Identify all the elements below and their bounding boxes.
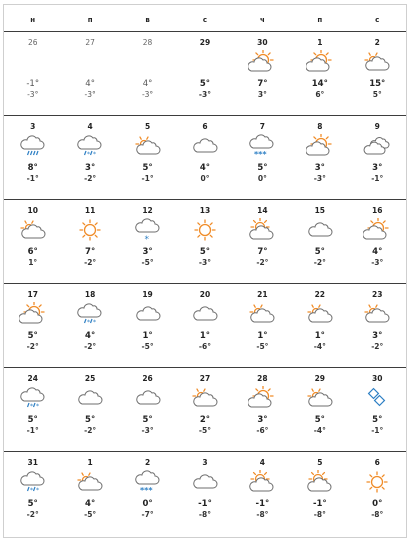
svg-text:*: *	[144, 235, 149, 242]
day-date: 28	[142, 38, 153, 47]
day-date: 23	[372, 290, 383, 299]
low-temperature: -3°	[198, 90, 212, 99]
day-cell[interactable]	[349, 452, 406, 536]
cloud-rain-snow-icon	[76, 134, 104, 158]
day-cell[interactable]	[234, 452, 291, 536]
day-date: 17	[27, 290, 38, 299]
day-date: 26	[142, 374, 153, 383]
high-temperature: 5°	[27, 499, 38, 509]
day-date: 6	[202, 122, 208, 131]
low-temperature: -3°	[371, 258, 384, 267]
weekday-label: п	[87, 16, 93, 24]
svg-text:*: *	[87, 319, 91, 326]
weekday-label: ч	[259, 16, 265, 24]
high-temperature: 4°	[372, 247, 383, 257]
day-cell[interactable]	[119, 284, 176, 368]
low-temperature: -4°	[313, 342, 326, 351]
low-temperature: -8°	[256, 510, 269, 519]
low-temperature: -2°	[371, 342, 384, 351]
day-cell[interactable]	[61, 200, 118, 284]
day-cell[interactable]	[119, 200, 176, 284]
high-temperature: -1°	[198, 499, 212, 509]
day-cell[interactable]	[4, 284, 61, 368]
day-cell[interactable]	[291, 452, 348, 536]
cloud-icon	[191, 302, 219, 326]
sun-cloud-big-icon	[306, 134, 334, 158]
day-date: 19	[142, 290, 153, 299]
low-temperature: -8°	[198, 510, 212, 519]
high-temperature: 2°	[199, 415, 211, 425]
day-date: 21	[257, 290, 268, 299]
low-temperature: -4°	[313, 426, 326, 435]
high-temperature: 3°	[372, 331, 383, 341]
svg-text:*: *	[93, 151, 97, 158]
svg-text:*: *	[29, 487, 33, 494]
day-cell[interactable]	[61, 284, 118, 368]
week-row	[4, 31, 406, 116]
week-row	[4, 115, 406, 200]
day-date: 30	[257, 38, 268, 47]
high-temperature: 5°	[142, 163, 153, 173]
day-cell[interactable]	[176, 452, 233, 536]
cloud-icon	[76, 386, 104, 410]
low-temperature: -5°	[141, 258, 154, 267]
low-temperature: -2°	[26, 342, 39, 351]
high-temperature: 15°	[369, 79, 386, 89]
low-temperature: -3°	[141, 90, 154, 99]
day-cell[interactable]	[4, 32, 61, 116]
partly-cloudy-icon	[306, 302, 334, 326]
high-temperature: 14°	[311, 79, 328, 89]
cloud-icon	[191, 134, 219, 158]
cloud-rain-icon	[19, 134, 47, 158]
day-date: 13	[199, 206, 211, 215]
day-cell[interactable]	[61, 116, 118, 200]
weekday-label: н	[30, 16, 36, 24]
day-cell[interactable]	[291, 200, 348, 284]
day-date: 6	[374, 458, 380, 467]
low-temperature: -5°	[256, 342, 269, 351]
low-temperature: -1°	[26, 426, 39, 435]
cloud-icon	[306, 218, 334, 242]
day-date: 2	[374, 38, 380, 47]
high-temperature: 7°	[257, 247, 268, 257]
low-temperature: -2°	[26, 510, 39, 519]
day-cell[interactable]	[4, 368, 61, 452]
day-cell[interactable]	[234, 116, 291, 200]
high-temperature: 4°	[142, 79, 153, 89]
low-temperature: -3°	[84, 90, 96, 99]
high-temperature: 3°	[85, 163, 96, 173]
day-cell[interactable]	[234, 200, 291, 284]
svg-text:***: ***	[139, 486, 153, 494]
day-cell[interactable]	[349, 200, 406, 284]
day-date: 5	[317, 458, 323, 467]
day-date: 4	[87, 122, 93, 131]
day-cell[interactable]	[234, 32, 291, 116]
day-cell[interactable]	[176, 32, 233, 116]
cloud-icon	[191, 470, 219, 494]
weekday-label: с	[202, 16, 208, 24]
svg-text:*: *	[35, 487, 39, 494]
high-temperature: -1°	[255, 499, 270, 509]
day-cell[interactable]	[176, 116, 233, 200]
high-temperature: 3°	[314, 163, 325, 173]
low-temperature: -2°	[84, 174, 97, 183]
week-row	[4, 283, 406, 368]
high-temperature: 4°	[85, 331, 96, 341]
low-temperature: -2°	[84, 426, 97, 435]
high-temperature: 5°	[85, 415, 96, 425]
low-temperature: -2°	[256, 258, 269, 267]
day-date: 15	[314, 206, 326, 215]
day-cell[interactable]	[291, 284, 348, 368]
weekday-label: с	[375, 16, 380, 24]
high-temperature: 5°	[199, 247, 211, 257]
weekday-label: п	[317, 16, 323, 24]
cloud-rain-snow-icon	[19, 386, 47, 410]
weekday-label: в	[145, 16, 150, 24]
day-date: 1	[87, 458, 93, 467]
low-temperature: -3°	[198, 258, 212, 267]
high-temperature: 1°	[257, 331, 268, 341]
high-temperature: 5°	[27, 331, 38, 341]
day-cell[interactable]	[349, 368, 406, 452]
high-temperature: 3°	[257, 415, 268, 425]
day-cell[interactable]	[176, 368, 233, 452]
high-temperature: 1°	[199, 331, 211, 341]
week-row	[4, 199, 406, 284]
low-temperature: 0°	[200, 174, 210, 183]
low-temperature: 3°	[257, 90, 267, 99]
partly-cloudy-icon	[248, 302, 276, 326]
high-temperature: 7°	[257, 79, 268, 89]
day-date: 29	[314, 374, 326, 383]
sun-icon	[191, 218, 219, 242]
low-temperature: 0°	[257, 174, 267, 183]
day-date: 20	[199, 290, 211, 299]
high-temperature: 5°	[314, 415, 325, 425]
weekday-header	[4, 5, 406, 31]
day-cell[interactable]	[291, 368, 348, 452]
day-date: 3	[202, 458, 208, 467]
high-temperature: 3°	[372, 163, 383, 173]
day-date: 9	[374, 122, 380, 131]
sun-cloud-big-icon	[248, 386, 276, 410]
low-temperature: -1°	[371, 174, 384, 183]
sun-icon	[76, 218, 104, 242]
day-date: 25	[84, 374, 96, 383]
low-temperature: -6°	[256, 426, 269, 435]
sun-cloud-big-icon	[248, 50, 276, 74]
svg-text:***: ***	[254, 150, 267, 158]
low-temperature: 6°	[315, 90, 325, 99]
partly-cloudy-icon	[191, 386, 219, 410]
low-temperature: -2°	[313, 258, 326, 267]
high-temperature: 1°	[142, 331, 153, 341]
day-date: 3	[30, 122, 36, 131]
day-date: 29	[199, 38, 211, 47]
day-cell[interactable]	[4, 200, 61, 284]
high-temperature: 4°	[199, 163, 211, 173]
high-temperature: -1°	[26, 79, 40, 89]
day-cell[interactable]	[176, 284, 233, 368]
day-date: 11	[84, 206, 96, 215]
day-date: 30	[372, 374, 383, 383]
day-date: 10	[27, 206, 38, 215]
day-cell[interactable]	[119, 32, 176, 116]
partly-cloudy-icon	[19, 218, 47, 242]
high-temperature: 0°	[142, 499, 153, 509]
svg-text:*: *	[35, 403, 39, 410]
day-cell[interactable]	[119, 452, 176, 536]
high-temperature: 5°	[314, 247, 325, 257]
high-temperature: 5°	[372, 415, 383, 425]
low-temperature: 1°	[28, 258, 38, 267]
cloud-rain-snow-icon	[19, 470, 47, 494]
high-temperature: 7°	[85, 247, 96, 257]
high-temperature: 4°	[85, 499, 96, 509]
day-date: 4	[259, 458, 265, 467]
day-date: 28	[257, 374, 268, 383]
low-temperature: -7°	[141, 510, 154, 519]
low-temperature: -8°	[371, 510, 384, 519]
high-temperature: 1°	[314, 331, 325, 341]
day-cell[interactable]	[119, 368, 176, 452]
day-date: 18	[84, 290, 96, 299]
day-cell[interactable]	[291, 116, 348, 200]
cloud-icon	[134, 302, 162, 326]
low-temperature: -8°	[313, 510, 326, 519]
low-temperature: -1°	[26, 174, 39, 183]
day-date: 8	[317, 122, 323, 131]
partly-cloudy-icon	[306, 386, 334, 410]
day-cell[interactable]	[349, 284, 406, 368]
day-cell[interactable]	[349, 116, 406, 200]
high-temperature: 5°	[142, 415, 153, 425]
day-date: 7	[259, 122, 265, 131]
day-date: 2	[144, 458, 151, 467]
partly-cloudy-icon	[76, 470, 104, 494]
day-cell[interactable]	[4, 452, 61, 536]
day-date: 12	[142, 206, 153, 215]
cloud-flake-icon	[134, 218, 162, 242]
sun-cloud-big-icon	[363, 218, 391, 242]
partly-cloudy-icon	[363, 50, 391, 74]
high-temperature: 0°	[372, 499, 383, 509]
day-cell[interactable]	[61, 32, 118, 116]
cloud-snow-icon	[134, 470, 162, 494]
cloud-icon	[134, 386, 162, 410]
day-date: 24	[27, 374, 38, 383]
day-date: 27	[199, 374, 211, 383]
high-temperature: 5°	[27, 415, 38, 425]
sun-cloud-big-icon	[306, 50, 334, 74]
day-date: 27	[85, 38, 95, 47]
week-row	[4, 451, 406, 536]
svg-text:*: *	[93, 319, 97, 326]
day-cell[interactable]	[4, 116, 61, 200]
day-date: 14	[257, 206, 268, 215]
day-cell[interactable]	[61, 452, 118, 536]
sun-cloud-icon	[306, 470, 334, 494]
low-temperature: -3°	[313, 174, 326, 183]
partly-cloudy-icon	[134, 134, 162, 158]
day-date: 22	[314, 290, 326, 299]
double-cloud-icon	[363, 134, 391, 158]
day-date: 16	[372, 206, 383, 215]
sun-cloud-icon	[248, 218, 276, 242]
low-temperature: -1°	[371, 426, 384, 435]
partly-cloudy-icon	[363, 302, 391, 326]
cloud-snow-icon	[248, 134, 276, 158]
day-date: 1	[317, 38, 323, 47]
low-temperature: -5°	[141, 342, 154, 351]
day-date: 26	[27, 38, 38, 47]
low-temperature: -3°	[141, 426, 154, 435]
day-cell[interactable]	[349, 32, 406, 116]
high-temperature: 3°	[142, 247, 153, 257]
svg-text:*: *	[29, 403, 33, 410]
day-date: 31	[27, 458, 38, 467]
low-temperature: -6°	[198, 342, 212, 351]
low-temperature: -5°	[84, 510, 97, 519]
day-cell[interactable]	[61, 368, 118, 452]
high-temperature: 5°	[199, 79, 211, 89]
high-temperature: -1°	[312, 499, 327, 509]
day-cell[interactable]	[291, 32, 348, 116]
low-temperature: -3°	[27, 90, 39, 99]
day-cell[interactable]	[119, 116, 176, 200]
low-temperature: -2°	[84, 342, 97, 351]
high-temperature: 4°	[85, 79, 95, 89]
sun-icon	[363, 470, 391, 494]
high-temperature: 6°	[27, 247, 38, 257]
low-temperature: -2°	[84, 258, 97, 267]
sun-cloud-icon	[248, 470, 276, 494]
day-cell[interactable]	[234, 368, 291, 452]
high-temperature: 5°	[257, 163, 268, 173]
wind-icon	[363, 386, 391, 410]
week-row	[4, 367, 406, 452]
low-temperature: 5°	[372, 90, 382, 99]
cloud-rain-snow-icon	[76, 302, 104, 326]
svg-text:*: *	[87, 151, 91, 158]
sun-cloud-big-icon	[19, 302, 47, 326]
high-temperature: 8°	[27, 163, 38, 173]
day-cell[interactable]	[234, 284, 291, 368]
day-date: 5	[144, 122, 151, 131]
low-temperature: -5°	[198, 426, 212, 435]
day-cell[interactable]	[176, 200, 233, 284]
low-temperature: -1°	[141, 174, 154, 183]
weather-calendar	[3, 4, 407, 538]
